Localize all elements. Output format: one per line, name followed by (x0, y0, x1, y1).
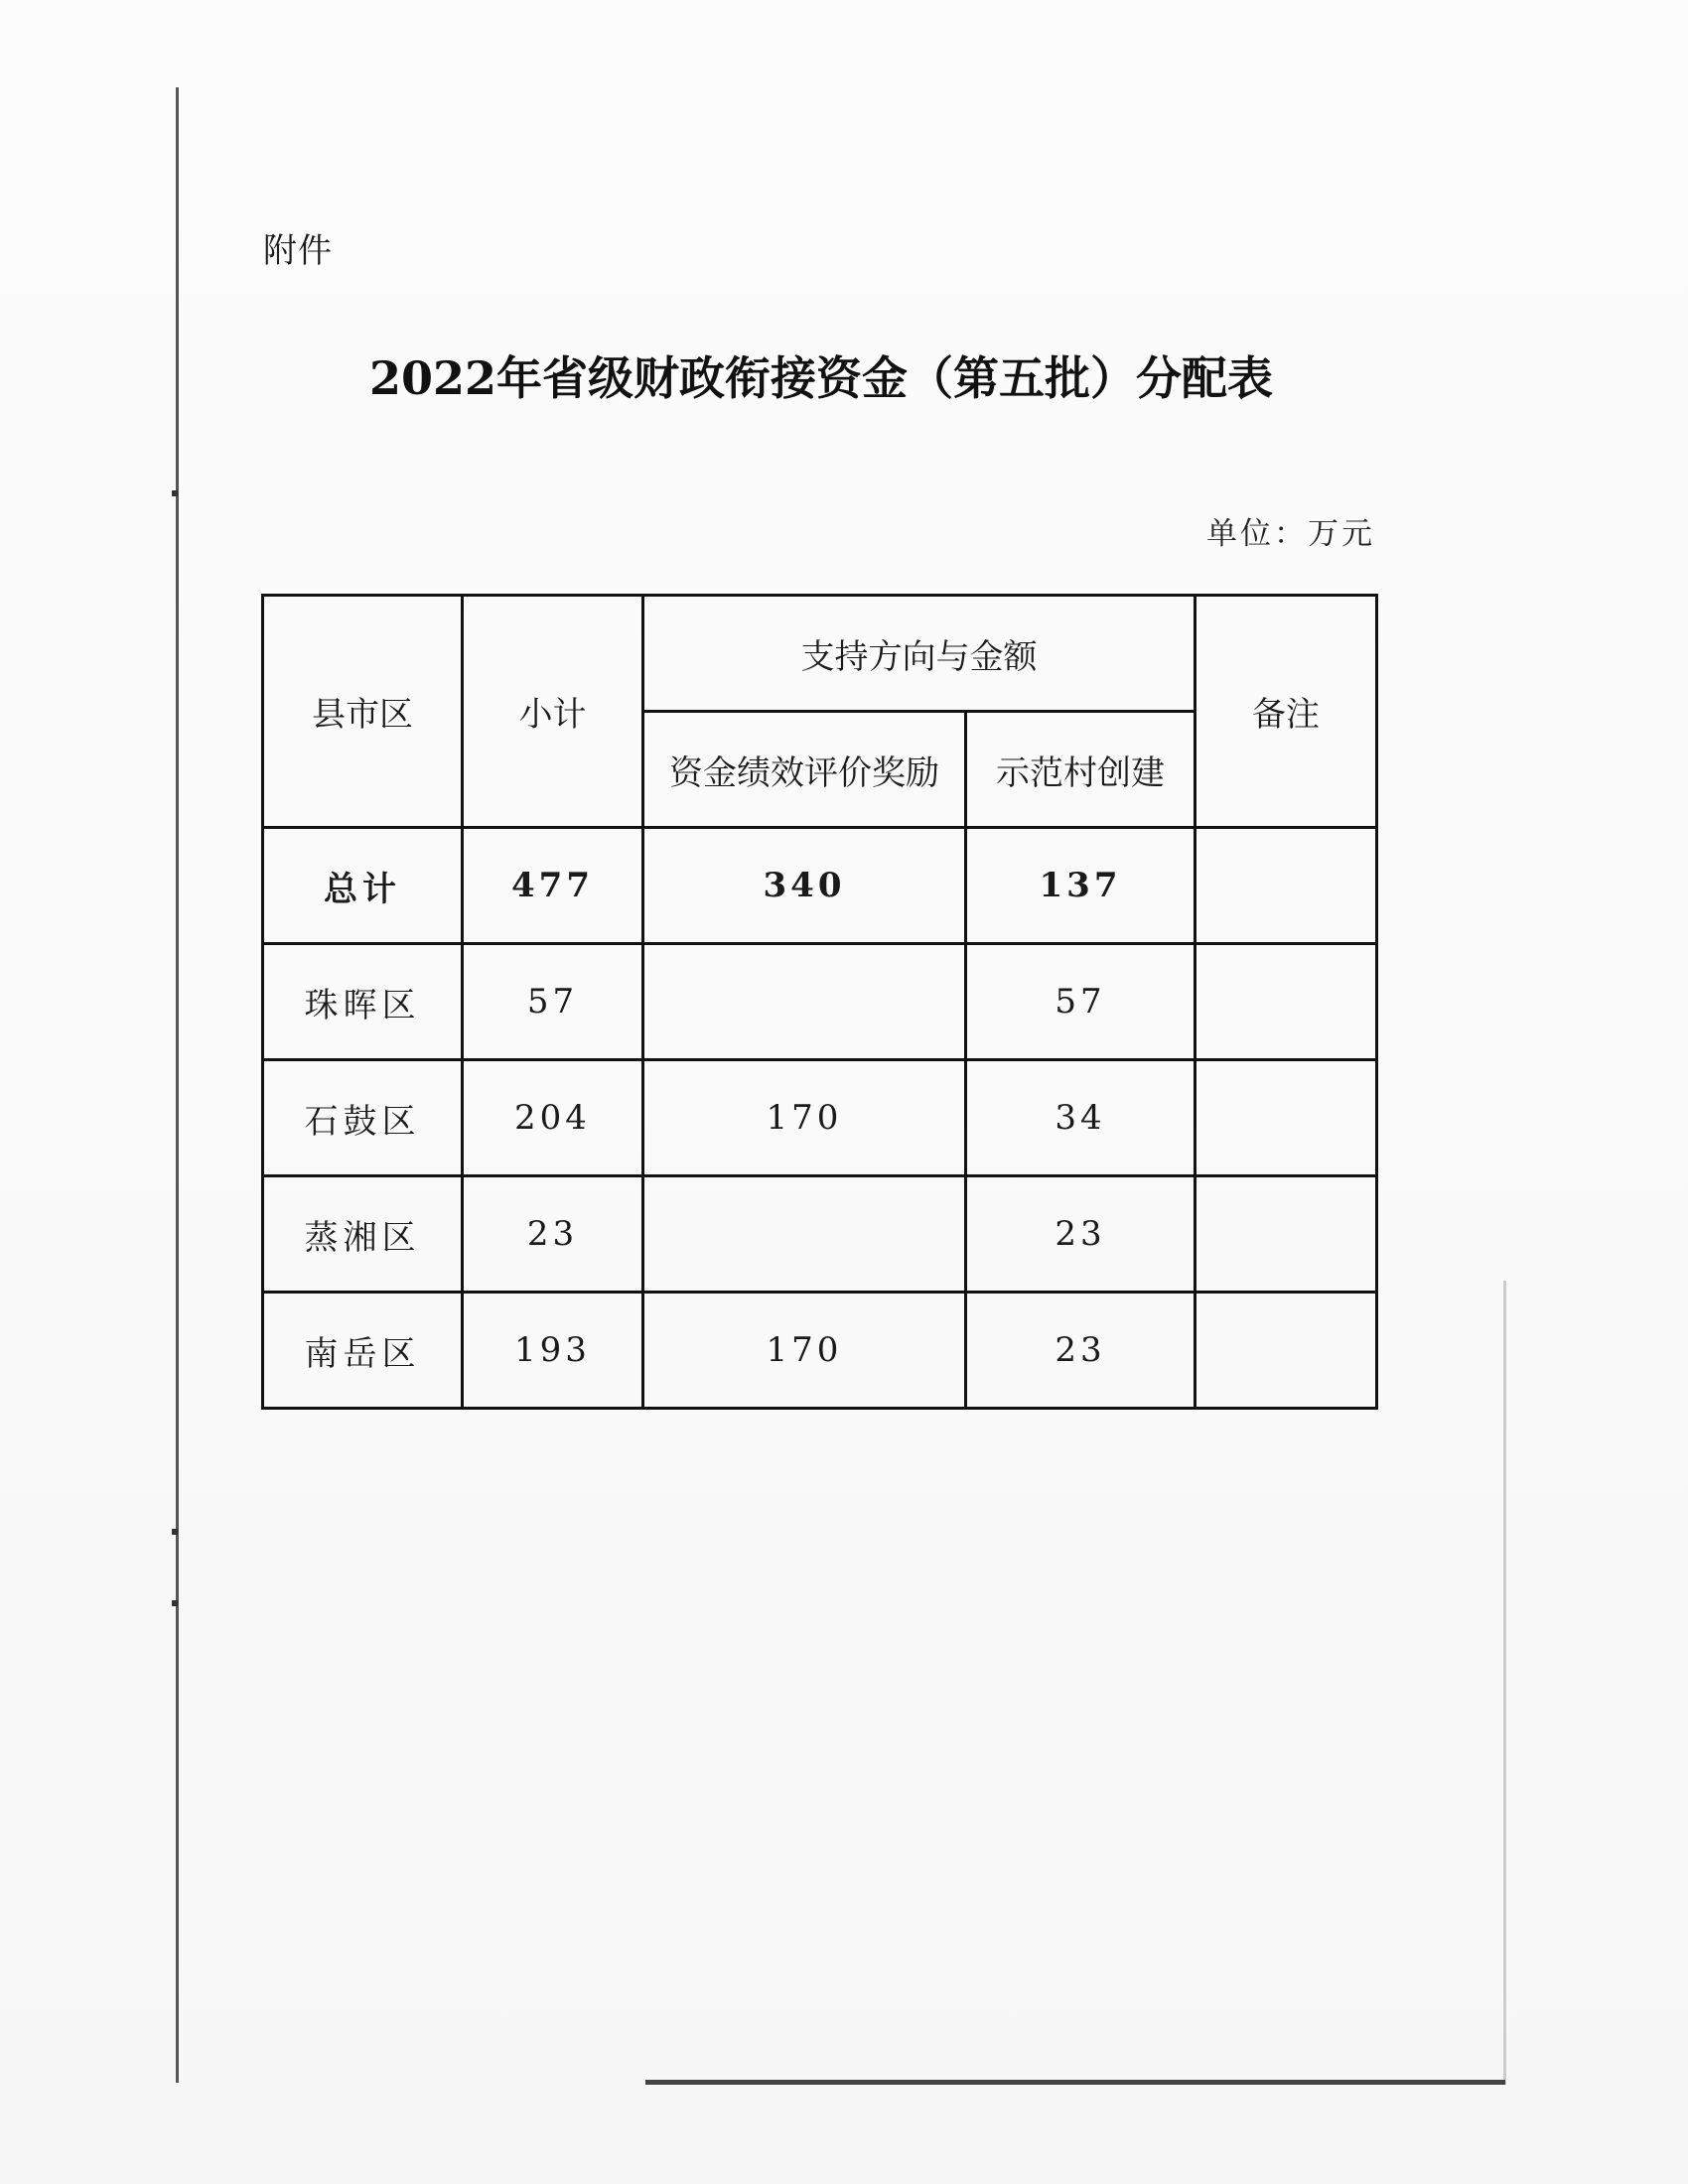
remarks-cell (1196, 1176, 1377, 1293)
demo-village-cell: 23 (966, 1176, 1196, 1293)
district-cell: 蒸湘区 (263, 1176, 463, 1293)
header-district: 县市区 (263, 596, 463, 828)
allocation-table (261, 594, 1378, 1410)
header-remarks: 备注 (1196, 596, 1377, 828)
binding-mark (172, 1600, 178, 1606)
table-row (263, 1176, 1377, 1293)
performance-award-cell (643, 944, 966, 1060)
total-remarks (1196, 828, 1377, 944)
subtotal-cell: 204 (463, 1060, 643, 1176)
binding-mark (172, 1529, 178, 1535)
subtotal-cell: 193 (463, 1293, 643, 1409)
total-row (263, 828, 1377, 944)
header-performance-award: 资金绩效评价奖励 (643, 712, 966, 828)
district-cell: 珠晖区 (263, 944, 463, 1060)
demo-village-cell: 23 (966, 1293, 1196, 1409)
page-bottom-edge (645, 2080, 1505, 2085)
unit-label: 单位：万元 (1206, 516, 1375, 552)
remarks-cell (1196, 1293, 1377, 1409)
district-cell: 南岳区 (263, 1293, 463, 1409)
remarks-cell (1196, 1060, 1377, 1176)
total-label: 总计 (263, 828, 463, 944)
attachment-label: 附件 (263, 231, 333, 271)
header-demo-village: 示范村创建 (966, 712, 1196, 828)
table-row (263, 944, 1377, 1060)
page-left-edge (176, 87, 179, 2083)
total-performance-award: 340 (643, 828, 966, 944)
demo-village-cell: 34 (966, 1060, 1196, 1176)
table-row (263, 1060, 1377, 1176)
page-right-edge (1503, 1281, 1506, 2085)
header-subtotal: 小计 (463, 596, 643, 828)
binding-mark (172, 490, 178, 496)
document-title: 2022年省级财政衔接资金（第五批）分配表 (369, 351, 1274, 405)
performance-award-cell (643, 1176, 966, 1293)
subtotal-cell: 23 (463, 1176, 643, 1293)
total-subtotal: 477 (463, 828, 643, 944)
subtotal-cell: 57 (463, 944, 643, 1060)
remarks-cell (1196, 944, 1377, 1060)
demo-village-cell: 57 (966, 944, 1196, 1060)
district-cell: 石鼓区 (263, 1060, 463, 1176)
table-row (263, 1293, 1377, 1409)
total-demo-village: 137 (966, 828, 1196, 944)
performance-award-cell: 170 (643, 1293, 966, 1409)
performance-award-cell: 170 (643, 1060, 966, 1176)
header-support-group: 支持方向与金额 (643, 596, 1196, 712)
